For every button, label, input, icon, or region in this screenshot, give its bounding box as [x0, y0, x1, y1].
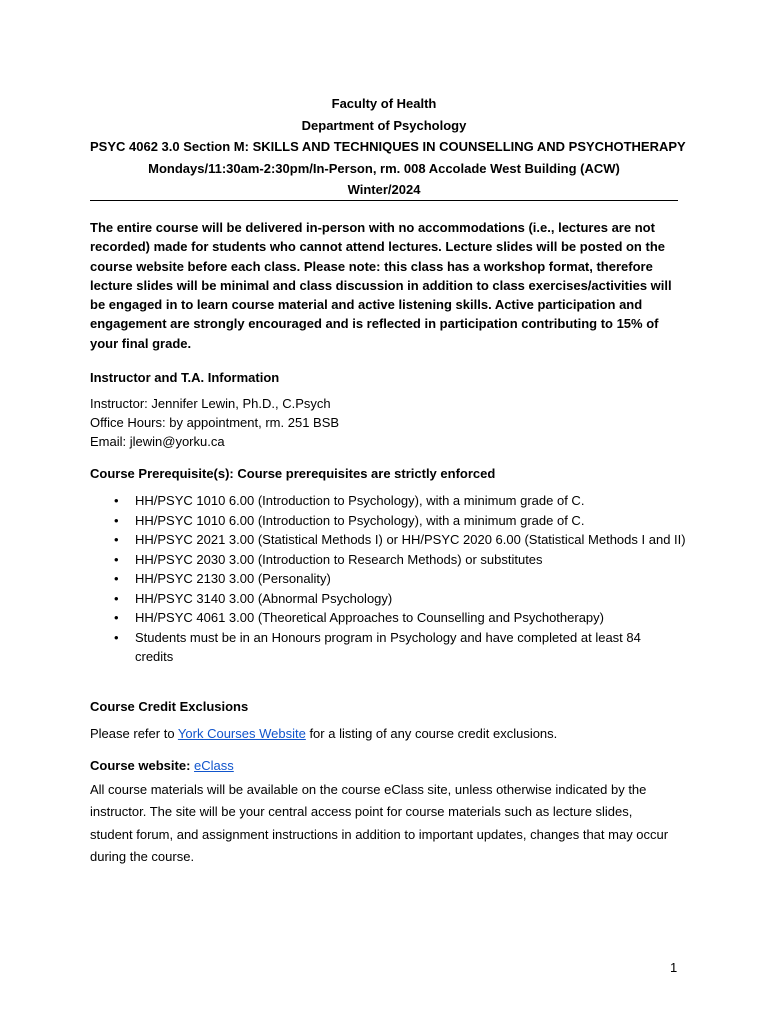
eclass-link[interactable]: eClass	[194, 758, 234, 773]
list-item: • HH/PSYC 1010 6.00 (Introduction to Psychology), with a minimum grade of C.	[90, 511, 700, 531]
instructor-heading: Instructor and T.A. Information	[90, 370, 280, 385]
exclusions-heading: Course Credit Exclusions	[90, 699, 249, 714]
faculty-title: Faculty of Health	[331, 96, 437, 111]
course-term: Winter/2024	[347, 182, 421, 198]
exclusions-text-after: for a listing of any course credit exclusions.	[305, 726, 558, 741]
office-hours: Office Hours: by appointment, rm. 251 BSB	[90, 415, 340, 430]
course-title: PSYC 4062 3.0 Section M: SKILLS AND TECHNIQUES IN COUNSELLING AND PSYCHOTHERAPY	[90, 139, 686, 155]
website-paragraph: All course materials will be available on the course eClass site, unless otherwise indicated by the instructor. The site will be your central access point for course materials such as lecture slides, student forum, and assignment instructions in addition to important updates, changes that may occur during the course.	[90, 782, 669, 865]
page-number: 1	[670, 960, 678, 975]
list-item: • HH/PSYC 1010 6.00 (Introduction to Psychology), with a minimum grade of C.	[90, 491, 700, 511]
prerequisites-list	[90, 491, 700, 667]
list-item: • HH/PSYC 2130 3.00 (Personality)	[90, 569, 700, 589]
list-item: • HH/PSYC 2021 3.00 (Statistical Methods I) or HH/PSYC 2020 6.00 (Statistical Methods I and II)	[90, 530, 700, 550]
list-item: • HH/PSYC 2030 3.00 (Introduction to Research Methods) or substitutes	[90, 550, 700, 570]
website-heading	[90, 756, 234, 775]
list-item: • Students must be in an Honours program in Psychology and have completed at least 84 credits	[90, 628, 655, 667]
instructor-name: Instructor: Jennifer Lewin, Ph.D., C.Psych	[90, 396, 331, 411]
list-item: • HH/PSYC 3140 3.00 (Abnormal Psychology)	[90, 589, 700, 609]
course-schedule: Mondays/11:30am-2:30pm/In-Person, rm. 008 Accolade West Building (ACW)	[148, 160, 620, 176]
intro-paragraph: The entire course will be delivered in-person with no accommodations (i.e., lectures are not recorded) made for students who cannot attend lectures. Lecture slides will be posted on the course website before each class. Please note: this class has a workshop format, therefore lecture slides will be minimal and class discussion in addition to class exercises/activities will be engaged in to learn course material and active listening skills. Active participation and engagement are strongly encouraged and is reflected in participation contributing to 15% of your final grade.	[90, 220, 672, 351]
instructor-email: Email: jlewin@yorku.ca	[90, 434, 225, 449]
exclusions-text	[90, 724, 557, 744]
department-title: Department of Psychology	[301, 117, 467, 133]
website-heading-label: Course website:	[90, 758, 195, 773]
prerequisites-heading: Course Prerequisite(s): Course prerequisites are strictly enforced	[90, 466, 496, 481]
document-header	[90, 93, 690, 201]
header-divider	[90, 200, 678, 201]
york-courses-link[interactable]: York Courses Website	[177, 726, 306, 741]
exclusions-text-before: Please refer to	[90, 726, 178, 741]
list-item: • HH/PSYC 4061 3.00 (Theoretical Approaches to Counselling and Psychotherapy)	[90, 608, 700, 628]
